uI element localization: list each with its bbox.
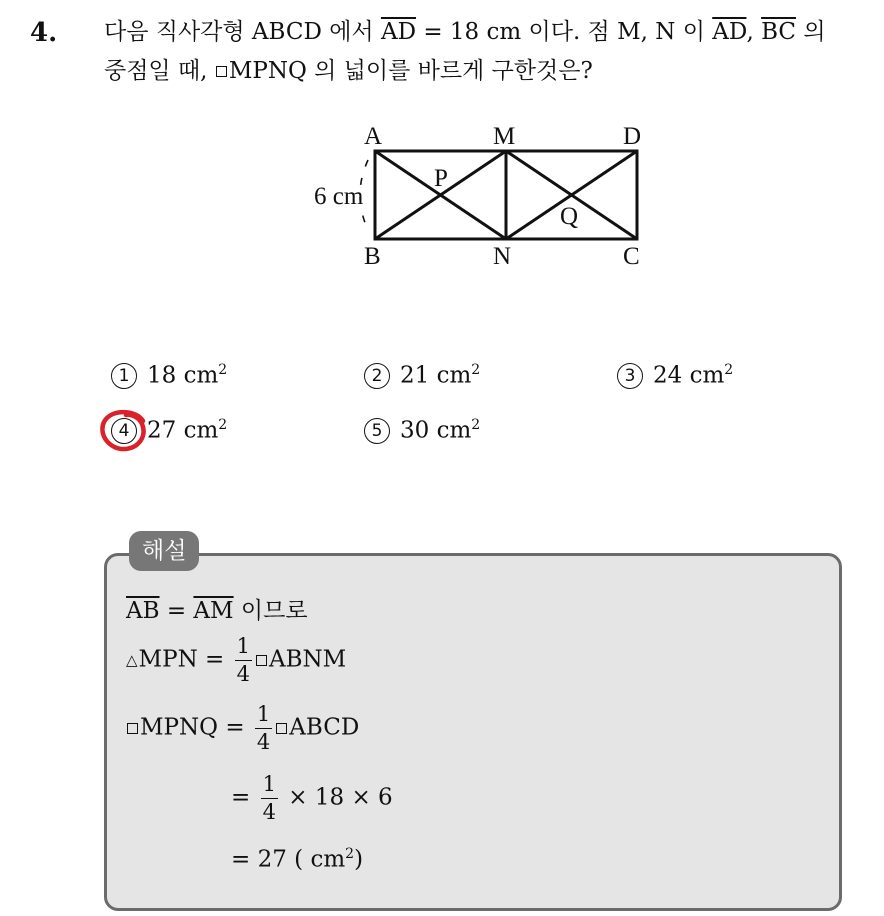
choice-marker: 1 bbox=[111, 363, 137, 389]
question-text-line2 bbox=[104, 56, 593, 86]
solution-text: MPNQ = bbox=[140, 714, 252, 741]
choice-exponent: 2 bbox=[218, 362, 228, 378]
choice-marker: 5 bbox=[364, 418, 390, 444]
selected-answer-circle-icon bbox=[99, 408, 149, 452]
question-number: 4. bbox=[30, 18, 58, 48]
triangle-symbol-icon: △ bbox=[126, 650, 138, 669]
solution-line-1 bbox=[126, 592, 308, 625]
label-c: C bbox=[623, 243, 640, 270]
rectangle-figure bbox=[300, 118, 660, 278]
choice-1[interactable] bbox=[111, 362, 227, 389]
fraction-denominator: 4 bbox=[262, 800, 276, 824]
choice-marker: 4 bbox=[111, 418, 137, 444]
segment-ab: $\overline{AB}$ bbox=[126, 598, 160, 624]
fraction-numerator: 1 bbox=[261, 774, 278, 799]
fraction bbox=[261, 774, 278, 823]
square-symbol-icon bbox=[276, 723, 287, 734]
choice-exponent: 2 bbox=[724, 362, 734, 378]
label-m: M bbox=[493, 123, 516, 150]
question-text: , bbox=[746, 19, 762, 45]
solution-text: = 27 ( cm bbox=[231, 846, 346, 873]
solution-line-2 bbox=[126, 636, 346, 685]
choice-marker: 2 bbox=[364, 363, 390, 389]
choice-exponent: 2 bbox=[218, 417, 228, 433]
choice-5[interactable] bbox=[364, 417, 480, 444]
solution-line-5 bbox=[231, 846, 363, 873]
label-a: A bbox=[364, 123, 383, 150]
segment-ad: $\overline{AD}$ bbox=[712, 19, 747, 45]
choice-value: 24 cm bbox=[653, 362, 725, 389]
fraction-denominator: 4 bbox=[256, 730, 271, 754]
solution-text: ABNM bbox=[268, 646, 347, 673]
solution-line-3 bbox=[126, 704, 359, 753]
segment-bc: $\overline{BC}$ bbox=[761, 19, 797, 45]
solution-text: ABCD bbox=[289, 714, 360, 741]
segment-ad: $\overline{AD}$ bbox=[380, 19, 417, 45]
square-symbol-icon bbox=[216, 66, 227, 77]
solution-text: × 18 × 6 bbox=[280, 784, 393, 811]
choice-3[interactable] bbox=[617, 362, 733, 389]
choice-2[interactable] bbox=[364, 362, 480, 389]
fraction bbox=[255, 704, 272, 753]
label-b: B bbox=[364, 243, 381, 270]
label-d: D bbox=[623, 123, 642, 150]
choice-marker: 3 bbox=[617, 363, 643, 389]
choice-value: 21 cm bbox=[400, 362, 472, 389]
solution-exponent: 2 bbox=[345, 846, 355, 862]
solution-text: = bbox=[231, 784, 258, 811]
square-symbol-icon bbox=[127, 723, 138, 734]
segment-am: $\overline{AM}$ bbox=[193, 598, 234, 624]
solution-tag: 해설 bbox=[129, 531, 199, 571]
question-text: MPNQ 의 넓이를 바르게 구한것은? bbox=[228, 58, 593, 84]
choice-exponent: 2 bbox=[471, 417, 481, 433]
label-n: N bbox=[493, 243, 512, 270]
question-text: 중점일 때, bbox=[104, 58, 215, 84]
solution-text: ) bbox=[354, 846, 364, 873]
question-text: 다음 직사각형 ABCD 에서 bbox=[104, 19, 381, 45]
question-text-line1 bbox=[104, 17, 826, 47]
label-p: P bbox=[434, 165, 448, 192]
fraction-denominator: 4 bbox=[236, 662, 250, 686]
side-length-label: 6 cm bbox=[314, 183, 364, 210]
question-text: = 18 cm 이다. 점 M, N 이 bbox=[416, 19, 713, 45]
choice-value: 30 cm bbox=[400, 417, 472, 444]
fraction-numerator: 1 bbox=[255, 704, 272, 729]
label-q: Q bbox=[560, 203, 579, 230]
solution-text: MPN = bbox=[138, 646, 232, 673]
square-symbol-icon bbox=[256, 655, 267, 666]
choice-exponent: 2 bbox=[471, 362, 481, 378]
choice-value: 27 cm bbox=[147, 417, 219, 444]
solution-text: = bbox=[159, 598, 194, 624]
solution-line-4 bbox=[231, 774, 393, 823]
choice-value: 18 cm bbox=[147, 362, 219, 389]
solution-text: 이므로 bbox=[233, 598, 308, 624]
fraction bbox=[235, 636, 252, 685]
fraction-numerator: 1 bbox=[235, 636, 252, 661]
question-text: 의 bbox=[796, 19, 826, 45]
